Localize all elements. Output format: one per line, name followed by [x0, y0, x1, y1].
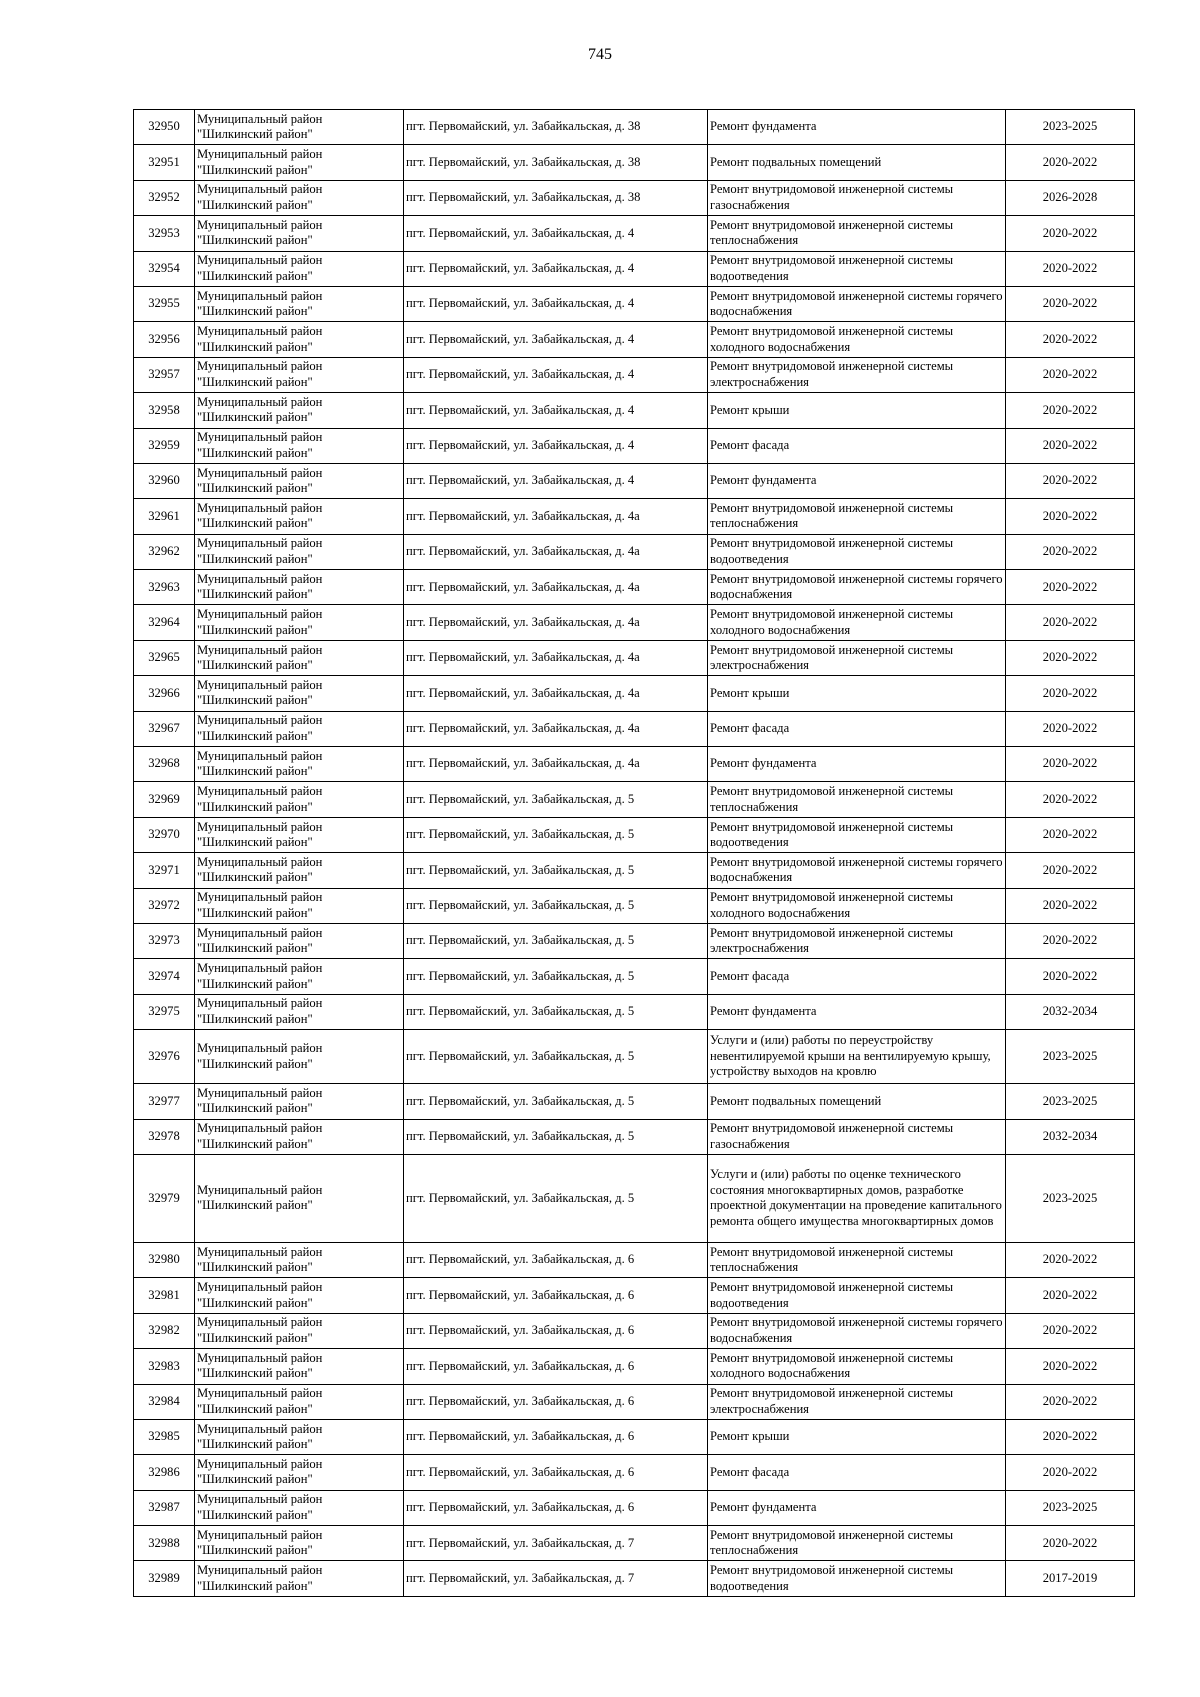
municipality-cell: Муниципальный район "Шилкинский район"	[195, 110, 404, 145]
address-cell: пгт. Первомайский, ул. Забайкальская, д. 5	[404, 959, 708, 994]
period-cell: 2020-2022	[1006, 216, 1135, 251]
work-type-cell: Ремонт фундамента	[708, 747, 1006, 782]
table-row	[134, 1154, 1135, 1242]
municipality-cell: Муниципальный район "Шилкинский район"	[195, 286, 404, 321]
address-cell: пгт. Первомайский, ул. Забайкальская, д. 4	[404, 286, 708, 321]
period-cell: 2023-2025	[1006, 1030, 1135, 1084]
row-number: 32964	[134, 605, 195, 640]
work-type-cell: Услуги и (или) работы по переустройству невентилируемой крыши на вентилируемую крышу, устройству выходов на кровлю	[708, 1030, 1006, 1084]
address-cell: пгт. Первомайский, ул. Забайкальская, д. 38	[404, 145, 708, 180]
row-number: 32980	[134, 1242, 195, 1277]
address-cell: пгт. Первомайский, ул. Забайкальская, д. 4	[404, 428, 708, 463]
row-number: 32951	[134, 145, 195, 180]
table-row	[134, 747, 1135, 782]
row-number: 32965	[134, 640, 195, 675]
period-cell: 2023-2025	[1006, 110, 1135, 145]
work-type-cell: Ремонт внутридомовой инженерной системы теплоснабжения	[708, 216, 1006, 251]
row-number: 32978	[134, 1119, 195, 1154]
address-cell: пгт. Первомайский, ул. Забайкальская, д. 5	[404, 1084, 708, 1119]
table-row	[134, 322, 1135, 357]
row-number: 32974	[134, 959, 195, 994]
period-cell: 2020-2022	[1006, 605, 1135, 640]
work-type-cell: Ремонт внутридомовой инженерной системы горячего водоснабжения	[708, 853, 1006, 888]
municipality-cell: Муниципальный район "Шилкинский район"	[195, 640, 404, 675]
period-cell: 2020-2022	[1006, 782, 1135, 817]
row-number: 32968	[134, 747, 195, 782]
table-row	[134, 676, 1135, 711]
address-cell: пгт. Первомайский, ул. Забайкальская, д. 5	[404, 994, 708, 1029]
address-cell: пгт. Первомайский, ул. Забайкальская, д. 4а	[404, 711, 708, 746]
address-cell: пгт. Первомайский, ул. Забайкальская, д. 5	[404, 1030, 708, 1084]
table-row	[134, 251, 1135, 286]
work-type-cell: Ремонт фундамента	[708, 1490, 1006, 1525]
municipality-cell: Муниципальный район "Шилкинский район"	[195, 1455, 404, 1490]
table-row	[134, 286, 1135, 321]
period-cell: 2020-2022	[1006, 1526, 1135, 1561]
period-cell: 2020-2022	[1006, 499, 1135, 534]
address-cell: пгт. Первомайский, ул. Забайкальская, д. 6	[404, 1278, 708, 1313]
address-cell: пгт. Первомайский, ул. Забайкальская, д. 6	[404, 1313, 708, 1348]
address-cell: пгт. Первомайский, ул. Забайкальская, д. 6	[404, 1455, 708, 1490]
table-row	[134, 1242, 1135, 1277]
municipality-cell: Муниципальный район "Шилкинский район"	[195, 1084, 404, 1119]
table-row	[134, 1419, 1135, 1454]
period-cell: 2020-2022	[1006, 676, 1135, 711]
table-row	[134, 888, 1135, 923]
period-cell: 2023-2025	[1006, 1084, 1135, 1119]
work-type-cell: Ремонт фасада	[708, 1455, 1006, 1490]
address-cell: пгт. Первомайский, ул. Забайкальская, д. 38	[404, 180, 708, 215]
address-cell: пгт. Первомайский, ул. Забайкальская, д. 5	[404, 923, 708, 958]
row-number: 32970	[134, 817, 195, 852]
row-number: 32955	[134, 286, 195, 321]
table-row	[134, 180, 1135, 215]
municipality-cell: Муниципальный район "Шилкинский район"	[195, 1119, 404, 1154]
period-cell: 2032-2034	[1006, 994, 1135, 1029]
row-number: 32989	[134, 1561, 195, 1596]
address-cell: пгт. Первомайский, ул. Забайкальская, д. 6	[404, 1242, 708, 1277]
table-row	[134, 711, 1135, 746]
table-row	[134, 570, 1135, 605]
period-cell: 2020-2022	[1006, 711, 1135, 746]
municipality-cell: Муниципальный район "Шилкинский район"	[195, 888, 404, 923]
work-type-cell: Ремонт внутридомовой инженерной системы водоотведения	[708, 251, 1006, 286]
table-row	[134, 640, 1135, 675]
row-number: 32983	[134, 1349, 195, 1384]
work-type-cell: Ремонт внутридомовой инженерной системы электроснабжения	[708, 923, 1006, 958]
table-row	[134, 1384, 1135, 1419]
address-cell: пгт. Первомайский, ул. Забайкальская, д. 4а	[404, 570, 708, 605]
table-row	[134, 782, 1135, 817]
address-cell: пгт. Первомайский, ул. Забайкальская, д. 4	[404, 393, 708, 428]
work-type-cell: Ремонт внутридомовой инженерной системы теплоснабжения	[708, 1526, 1006, 1561]
period-cell: 2020-2022	[1006, 1419, 1135, 1454]
table-row	[134, 428, 1135, 463]
period-cell: 2020-2022	[1006, 888, 1135, 923]
table-row	[134, 145, 1135, 180]
address-cell: пгт. Первомайский, ул. Забайкальская, д. 4	[404, 322, 708, 357]
work-type-cell: Ремонт крыши	[708, 1419, 1006, 1454]
table-row	[134, 499, 1135, 534]
work-type-cell: Ремонт внутридомовой инженерной системы теплоснабжения	[708, 499, 1006, 534]
row-number: 32973	[134, 923, 195, 958]
work-type-cell: Ремонт внутридомовой инженерной системы водоотведения	[708, 1561, 1006, 1596]
row-number: 32987	[134, 1490, 195, 1525]
table-row	[134, 1490, 1135, 1525]
municipality-cell: Муниципальный район "Шилкинский район"	[195, 1384, 404, 1419]
table-row	[134, 1526, 1135, 1561]
row-number: 32956	[134, 322, 195, 357]
address-cell: пгт. Первомайский, ул. Забайкальская, д. 5	[404, 817, 708, 852]
period-cell: 2020-2022	[1006, 570, 1135, 605]
row-number: 32977	[134, 1084, 195, 1119]
work-type-cell: Ремонт внутридомовой инженерной системы горячего водоснабжения	[708, 570, 1006, 605]
table-row	[134, 959, 1135, 994]
work-type-cell: Ремонт фундамента	[708, 110, 1006, 145]
municipality-cell: Муниципальный район "Шилкинский район"	[195, 463, 404, 498]
page-number: 745	[588, 46, 612, 63]
municipality-cell: Муниципальный район "Шилкинский район"	[195, 994, 404, 1029]
municipality-cell: Муниципальный район "Шилкинский район"	[195, 1030, 404, 1084]
work-type-cell: Ремонт подвальных помещений	[708, 1084, 1006, 1119]
work-type-cell: Ремонт внутридомовой инженерной системы водоотведения	[708, 817, 1006, 852]
address-cell: пгт. Первомайский, ул. Забайкальская, д. 5	[404, 853, 708, 888]
table-row	[134, 605, 1135, 640]
table-row	[134, 1030, 1135, 1084]
row-number: 32959	[134, 428, 195, 463]
work-type-cell: Ремонт крыши	[708, 393, 1006, 428]
municipality-cell: Муниципальный район "Шилкинский район"	[195, 1242, 404, 1277]
table-row	[134, 463, 1135, 498]
municipality-cell: Муниципальный район "Шилкинский район"	[195, 1490, 404, 1525]
work-type-cell: Ремонт внутридомовой инженерной системы электроснабжения	[708, 357, 1006, 392]
work-type-cell: Ремонт внутридомовой инженерной системы горячего водоснабжения	[708, 1313, 1006, 1348]
work-type-cell: Ремонт внутридомовой инженерной системы водоотведения	[708, 1278, 1006, 1313]
period-cell: 2020-2022	[1006, 393, 1135, 428]
municipality-cell: Муниципальный район "Шилкинский район"	[195, 747, 404, 782]
address-cell: пгт. Первомайский, ул. Забайкальская, д. 5	[404, 1154, 708, 1242]
address-cell: пгт. Первомайский, ул. Забайкальская, д. 6	[404, 1349, 708, 1384]
municipality-cell: Муниципальный район "Шилкинский район"	[195, 251, 404, 286]
address-cell: пгт. Первомайский, ул. Забайкальская, д. 38	[404, 110, 708, 145]
period-cell: 2020-2022	[1006, 1455, 1135, 1490]
work-type-cell: Ремонт внутридомовой инженерной системы теплоснабжения	[708, 782, 1006, 817]
work-type-cell: Ремонт фундамента	[708, 994, 1006, 1029]
row-number: 32960	[134, 463, 195, 498]
period-cell: 2020-2022	[1006, 1349, 1135, 1384]
period-cell: 2023-2025	[1006, 1490, 1135, 1525]
work-type-cell: Ремонт внутридомовой инженерной системы горячего водоснабжения	[708, 286, 1006, 321]
period-cell: 2020-2022	[1006, 1242, 1135, 1277]
work-type-cell: Ремонт внутридомовой инженерной системы электроснабжения	[708, 640, 1006, 675]
table-row	[134, 853, 1135, 888]
period-cell: 2020-2022	[1006, 923, 1135, 958]
address-cell: пгт. Первомайский, ул. Забайкальская, д. 5	[404, 1119, 708, 1154]
table-row	[134, 393, 1135, 428]
municipality-cell: Муниципальный район "Шилкинский район"	[195, 570, 404, 605]
work-type-cell: Ремонт фундамента	[708, 463, 1006, 498]
municipality-cell: Муниципальный район "Шилкинский район"	[195, 1313, 404, 1348]
table-row	[134, 1561, 1135, 1596]
table-row	[134, 1349, 1135, 1384]
row-number: 32988	[134, 1526, 195, 1561]
work-type-cell: Ремонт фасада	[708, 959, 1006, 994]
row-number: 32961	[134, 499, 195, 534]
address-cell: пгт. Первомайский, ул. Забайкальская, д. 4	[404, 357, 708, 392]
municipality-cell: Муниципальный район "Шилкинский район"	[195, 676, 404, 711]
row-number: 32963	[134, 570, 195, 605]
table-row	[134, 1084, 1135, 1119]
address-cell: пгт. Первомайский, ул. Забайкальская, д. 4а	[404, 534, 708, 569]
municipality-cell: Муниципальный район "Шилкинский район"	[195, 711, 404, 746]
row-number: 32950	[134, 110, 195, 145]
municipality-cell: Муниципальный район "Шилкинский район"	[195, 534, 404, 569]
table-row	[134, 357, 1135, 392]
row-number: 32981	[134, 1278, 195, 1313]
table-row	[134, 1278, 1135, 1313]
table-body	[134, 110, 1135, 1597]
period-cell: 2020-2022	[1006, 534, 1135, 569]
address-cell: пгт. Первомайский, ул. Забайкальская, д. 7	[404, 1561, 708, 1596]
row-number: 32984	[134, 1384, 195, 1419]
table-row	[134, 534, 1135, 569]
table-row	[134, 1313, 1135, 1348]
address-cell: пгт. Первомайский, ул. Забайкальская, д. 6	[404, 1490, 708, 1525]
period-cell: 2020-2022	[1006, 322, 1135, 357]
table-row	[134, 110, 1135, 145]
address-cell: пгт. Первомайский, ул. Забайкальская, д. 5	[404, 888, 708, 923]
row-number: 32953	[134, 216, 195, 251]
row-number: 32967	[134, 711, 195, 746]
address-cell: пгт. Первомайский, ул. Забайкальская, д. 4а	[404, 676, 708, 711]
work-type-cell: Ремонт крыши	[708, 676, 1006, 711]
work-type-cell: Ремонт внутридомовой инженерной системы газоснабжения	[708, 1119, 1006, 1154]
repair-schedule-table	[133, 109, 1135, 1597]
table-row	[134, 923, 1135, 958]
row-number: 32958	[134, 393, 195, 428]
municipality-cell: Муниципальный район "Шилкинский район"	[195, 428, 404, 463]
period-cell: 2020-2022	[1006, 817, 1135, 852]
work-type-cell: Ремонт внутридомовой инженерной системы холодного водоснабжения	[708, 888, 1006, 923]
period-cell: 2023-2025	[1006, 1154, 1135, 1242]
row-number: 32985	[134, 1419, 195, 1454]
work-type-cell: Ремонт подвальных помещений	[708, 145, 1006, 180]
work-type-cell: Ремонт внутридомовой инженерной системы водоотведения	[708, 534, 1006, 569]
row-number: 32976	[134, 1030, 195, 1084]
municipality-cell: Муниципальный район "Шилкинский район"	[195, 1278, 404, 1313]
address-cell: пгт. Первомайский, ул. Забайкальская, д. 4а	[404, 499, 708, 534]
period-cell: 2017-2019	[1006, 1561, 1135, 1596]
work-type-cell: Ремонт фасада	[708, 711, 1006, 746]
municipality-cell: Муниципальный район "Шилкинский район"	[195, 180, 404, 215]
work-type-cell: Ремонт внутридомовой инженерной системы электроснабжения	[708, 1384, 1006, 1419]
row-number: 32957	[134, 357, 195, 392]
municipality-cell: Муниципальный район "Шилкинский район"	[195, 1419, 404, 1454]
period-cell: 2032-2034	[1006, 1119, 1135, 1154]
period-cell: 2020-2022	[1006, 640, 1135, 675]
address-cell: пгт. Первомайский, ул. Забайкальская, д. 7	[404, 1526, 708, 1561]
work-type-cell: Ремонт внутридомовой инженерной системы холодного водоснабжения	[708, 605, 1006, 640]
period-cell: 2020-2022	[1006, 286, 1135, 321]
municipality-cell: Муниципальный район "Шилкинский район"	[195, 1561, 404, 1596]
period-cell: 2020-2022	[1006, 357, 1135, 392]
period-cell: 2020-2022	[1006, 1384, 1135, 1419]
address-cell: пгт. Первомайский, ул. Забайкальская, д. 6	[404, 1419, 708, 1454]
row-number: 32954	[134, 251, 195, 286]
municipality-cell: Муниципальный район "Шилкинский район"	[195, 1349, 404, 1384]
address-cell: пгт. Первомайский, ул. Забайкальская, д. 4а	[404, 640, 708, 675]
row-number: 32966	[134, 676, 195, 711]
row-number: 32971	[134, 853, 195, 888]
address-cell: пгт. Первомайский, ул. Забайкальская, д. 4	[404, 463, 708, 498]
municipality-cell: Муниципальный район "Шилкинский район"	[195, 145, 404, 180]
row-number: 32969	[134, 782, 195, 817]
municipality-cell: Муниципальный район "Шилкинский район"	[195, 1154, 404, 1242]
work-type-cell: Услуги и (или) работы по оценке технического состояния многоквартирных домов, разработке проектной документации на проведение капитального ремонта общего имущества многоквартирных домов	[708, 1154, 1006, 1242]
period-cell: 2020-2022	[1006, 1278, 1135, 1313]
municipality-cell: Муниципальный район "Шилкинский район"	[195, 1526, 404, 1561]
municipality-cell: Муниципальный район "Шилкинский район"	[195, 923, 404, 958]
period-cell: 2020-2022	[1006, 1313, 1135, 1348]
table-row	[134, 216, 1135, 251]
period-cell: 2020-2022	[1006, 959, 1135, 994]
address-cell: пгт. Первомайский, ул. Забайкальская, д. 4а	[404, 747, 708, 782]
address-cell: пгт. Первомайский, ул. Забайкальская, д. 4а	[404, 605, 708, 640]
row-number: 32975	[134, 994, 195, 1029]
period-cell: 2020-2022	[1006, 853, 1135, 888]
municipality-cell: Муниципальный район "Шилкинский район"	[195, 322, 404, 357]
address-cell: пгт. Первомайский, ул. Забайкальская, д. 4	[404, 251, 708, 286]
period-cell: 2020-2022	[1006, 145, 1135, 180]
row-number: 32952	[134, 180, 195, 215]
address-cell: пгт. Первомайский, ул. Забайкальская, д. 6	[404, 1384, 708, 1419]
work-type-cell: Ремонт внутридомовой инженерной системы холодного водоснабжения	[708, 322, 1006, 357]
row-number: 32962	[134, 534, 195, 569]
municipality-cell: Муниципальный район "Шилкинский район"	[195, 605, 404, 640]
work-type-cell: Ремонт фасада	[708, 428, 1006, 463]
row-number: 32982	[134, 1313, 195, 1348]
table-row	[134, 1455, 1135, 1490]
row-number: 32972	[134, 888, 195, 923]
period-cell: 2020-2022	[1006, 428, 1135, 463]
row-number: 32979	[134, 1154, 195, 1242]
period-cell: 2026-2028	[1006, 180, 1135, 215]
work-type-cell: Ремонт внутридомовой инженерной системы теплоснабжения	[708, 1242, 1006, 1277]
table-row	[134, 817, 1135, 852]
municipality-cell: Муниципальный район "Шилкинский район"	[195, 959, 404, 994]
work-type-cell: Ремонт внутридомовой инженерной системы холодного водоснабжения	[708, 1349, 1006, 1384]
row-number: 32986	[134, 1455, 195, 1490]
address-cell: пгт. Первомайский, ул. Забайкальская, д. 5	[404, 782, 708, 817]
period-cell: 2020-2022	[1006, 463, 1135, 498]
table-row	[134, 994, 1135, 1029]
municipality-cell: Муниципальный район "Шилкинский район"	[195, 357, 404, 392]
period-cell: 2020-2022	[1006, 747, 1135, 782]
municipality-cell: Муниципальный район "Шилкинский район"	[195, 216, 404, 251]
municipality-cell: Муниципальный район "Шилкинский район"	[195, 393, 404, 428]
municipality-cell: Муниципальный район "Шилкинский район"	[195, 499, 404, 534]
period-cell: 2020-2022	[1006, 251, 1135, 286]
municipality-cell: Муниципальный район "Шилкинский район"	[195, 853, 404, 888]
work-type-cell: Ремонт внутридомовой инженерной системы газоснабжения	[708, 180, 1006, 215]
address-cell: пгт. Первомайский, ул. Забайкальская, д. 4	[404, 216, 708, 251]
municipality-cell: Муниципальный район "Шилкинский район"	[195, 782, 404, 817]
table-row	[134, 1119, 1135, 1154]
municipality-cell: Муниципальный район "Шилкинский район"	[195, 817, 404, 852]
